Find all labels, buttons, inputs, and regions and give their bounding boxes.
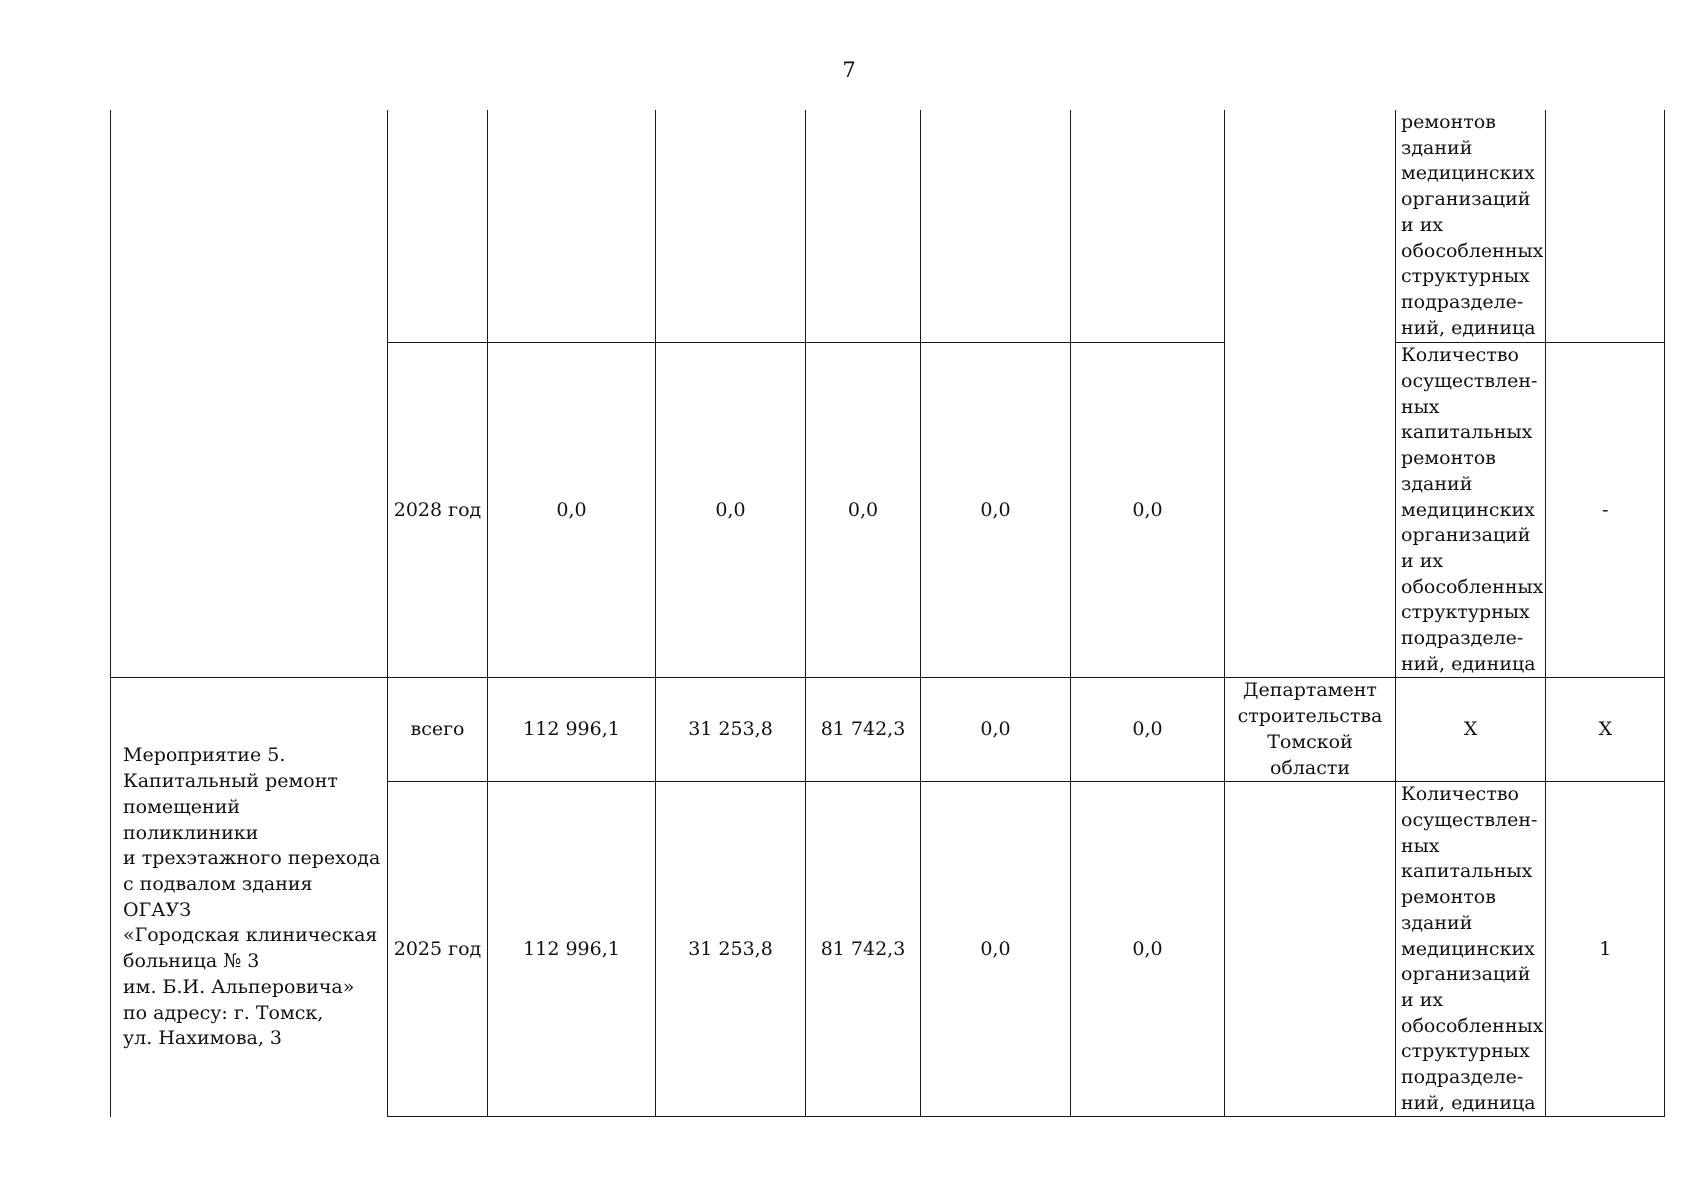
reg-cell-empty [806, 110, 921, 343]
indicator-value-cell [1546, 343, 1665, 678]
extra-cell-empty [1071, 110, 1225, 343]
extra-value: 0,0 [1132, 718, 1163, 741]
total-value: 112 996,1 [523, 937, 620, 960]
loc-value: 0,0 [980, 498, 1011, 521]
indicator-name-cell [1396, 110, 1546, 343]
fed-value: 0,0 [715, 498, 746, 521]
year-cell [388, 782, 488, 1117]
loc-value: 0,0 [980, 718, 1011, 741]
indicator-value: - [1602, 498, 1609, 521]
page-number: 7 [842, 58, 856, 82]
reg-cell [806, 343, 921, 678]
indicator-value: 1 [1599, 937, 1612, 960]
year-cell [388, 343, 488, 678]
indicator-name-text: Количество осуществлен- ных капитальных ремонтов зданий медицинских организаций и их обособленных структурных подразделе- ний, единица [1401, 783, 1544, 1114]
extra-cell [1071, 343, 1225, 678]
executor-cell-empty [1225, 110, 1396, 678]
fed-value: 31 253,8 [688, 718, 773, 741]
indicator-name-text: Количество осуществлен- ных капитальных ремонтов зданий медицинских организаций и их обособленных структурных подразделе- ний, единица [1401, 344, 1544, 675]
extra-value: 0,0 [1132, 937, 1163, 960]
event-name-cell-empty [111, 110, 388, 678]
indicator-name-cell [1396, 782, 1546, 1117]
reg-value: 0,0 [847, 498, 879, 521]
loc-cell [921, 343, 1071, 678]
executor-cell [1225, 678, 1396, 782]
year-text: 2025 год [393, 937, 482, 960]
reg-cell [806, 782, 921, 1117]
indicator-value-cell [1546, 782, 1665, 1117]
year-cell [388, 678, 488, 782]
event-name-cell [111, 678, 388, 1117]
total-cell [488, 782, 656, 1117]
fed-cell [656, 678, 806, 782]
indicator-name-cell [1396, 343, 1546, 678]
extra-cell [1071, 678, 1225, 782]
loc-cell [921, 782, 1071, 1117]
loc-cell [921, 678, 1071, 782]
fed-cell-empty [656, 110, 806, 343]
total-cell-empty [488, 110, 656, 343]
total-value: 112 996,1 [523, 718, 620, 741]
loc-cell-empty [921, 110, 1071, 343]
table-row [111, 110, 1665, 343]
total-cell [488, 343, 656, 678]
year-cell-empty [388, 110, 488, 343]
fed-cell [656, 782, 806, 1117]
year-text: 2028 год [393, 498, 482, 521]
reg-cell [806, 678, 921, 782]
indicator-value: Х [1598, 718, 1613, 741]
budget-table [110, 110, 1665, 1117]
indicator-value-cell [1546, 678, 1665, 782]
extra-value: 0,0 [1132, 498, 1163, 521]
reg-value: 81 742,3 [820, 937, 906, 960]
total-value: 0,0 [556, 498, 587, 521]
indicator-name-text: Х [1463, 718, 1478, 741]
event-name-text: Мероприятие 5. Капитальный ремонт помещений поликлиники и трехэтажного перехода с подвалом здания ОГАУЗ «Городская клиническая больница № 3 им. Б.И. Альперовича» по адресу: г. Томск, ул. Нахимова, 3 [123, 744, 381, 1050]
indicator-name-cell [1396, 678, 1546, 782]
executor-text: Департамент строительства Томской области [1237, 679, 1383, 779]
fed-cell [656, 343, 806, 678]
reg-value: 81 742,3 [820, 718, 906, 741]
loc-value: 0,0 [980, 937, 1011, 960]
table-row [111, 678, 1665, 782]
indicator-name-text: ремонтов зданий медицинских организаций и их обособленных структурных подразделе- ний, единица [1401, 111, 1544, 339]
fed-value: 31 253,8 [688, 937, 773, 960]
total-cell [488, 678, 656, 782]
executor-cell-empty [1225, 782, 1396, 1117]
indicator-value-cell-empty [1546, 110, 1665, 343]
extra-cell [1071, 782, 1225, 1117]
year-text: всего [410, 718, 465, 741]
